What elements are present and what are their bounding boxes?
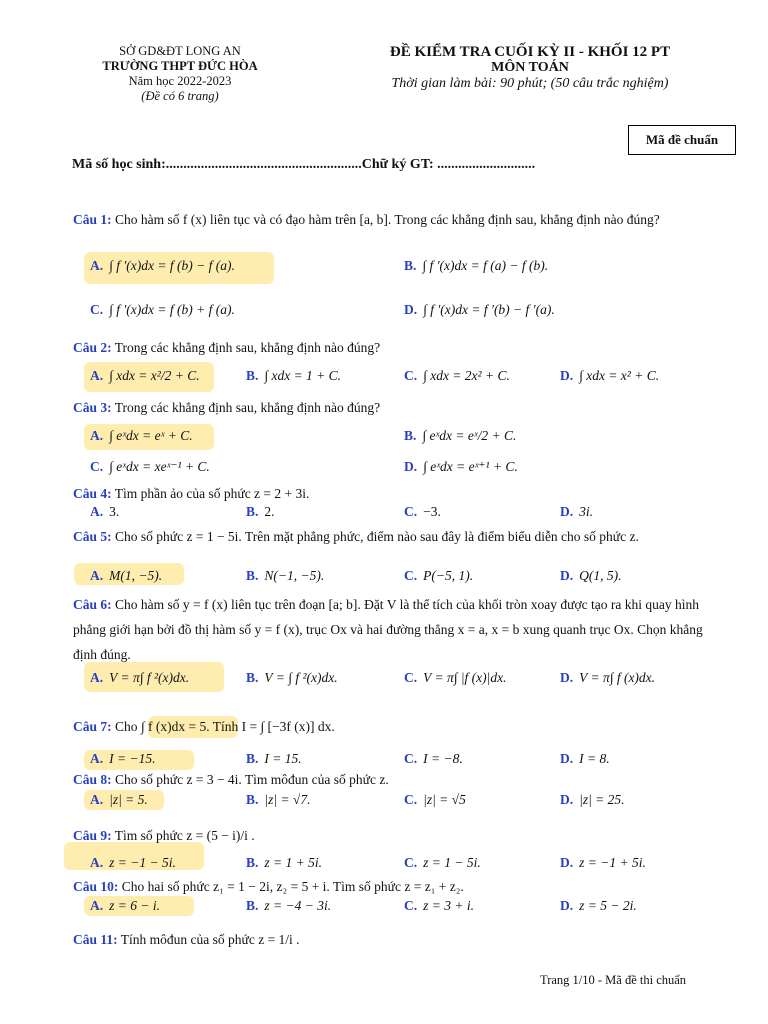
q5-option-c[interactable]: C. P(−5, 1). [404,568,474,583]
dept-name: SỞ GD&ĐT LONG AN [119,44,241,58]
question-2: Câu 2: Trong các khẳng định sau, khẳng định nào đúng? [73,340,381,355]
q1-option-a[interactable]: A. ∫ f ′(x)dx = f (b) − f (a). [90,258,235,273]
q9-option-b[interactable]: B. z = 1 + 5i. [246,855,322,870]
q2-option-c[interactable]: C. ∫ xdx = 2x² + C. [404,368,510,383]
q10-option-d[interactable]: D. z = 5 − 2i. [560,898,637,913]
q10-option-a[interactable]: A. z = 6 − i. [90,898,160,913]
school-year: Năm học 2022-2023 [128,74,232,88]
question-9: Câu 9: Tìm số phức z = (5 − i)/i . [73,828,255,843]
exam-time: Thời gian làm bài: 90 phút; (50 câu trắc nghiệm) [391,76,669,91]
q3-option-d[interactable]: D. ∫ eˣdx = eˣ⁺¹ + C. [404,459,518,474]
exam-title: ĐỀ KIỂM TRA CUỐI KỲ II - KHỐI 12 PT [389,44,671,60]
q5-option-a[interactable]: A. M(1, −5). [90,568,163,583]
q10-option-b[interactable]: B. z = −4 − 3i. [246,898,332,913]
page-count: (Đề có 6 trang) [141,89,219,103]
exam-code-box: Mã đề chuẩn [628,125,736,155]
exam-title-block [340,44,720,92]
q1-option-d[interactable]: D. ∫ f ′(x)dx = f ′(b) − f ′(a). [404,302,555,317]
q7-option-d[interactable]: D. I = 8. [560,751,610,766]
question-7: Câu 7: Cho ∫ f (x)dx = 5. Tính I = ∫ [−3f (x)] dx. [73,719,335,734]
q2-option-a[interactable]: A. ∫ xdx = x²/2 + C. [90,368,200,383]
student-id-line: Mã số học sinh:........................................................Chữ ký GT: ............................ [72,157,536,172]
q8-option-c[interactable]: C. |z| = √5 [404,792,466,807]
question-10: Câu 10: Cho hai số phức z₁ = 1 − 2i, z₂ = 5 + i. Tìm số phức z = z₁ + z₂. [73,879,464,894]
q10-option-c[interactable]: C. z = 3 + i. [404,898,474,913]
q6-option-c[interactable]: C. V = π∫ |f (x)|dx. [404,670,507,685]
q7-option-a[interactable]: A. I = −15. [90,751,156,766]
q3-option-c[interactable]: C. ∫ eˣdx = xeˣ⁻¹ + C. [90,459,210,474]
q8-option-d[interactable]: D. |z| = 25. [560,792,625,807]
q7-option-c[interactable]: C. I = −8. [404,751,463,766]
q7-option-b[interactable]: B. I = 15. [246,751,302,766]
page-footer: Trang 1/10 - Mã đề thi chuẩn [540,973,687,987]
q9-option-d[interactable]: D. z = −1 + 5i. [560,855,646,870]
school-name: TRƯỜNG THPT ĐỨC HÒA [102,59,258,73]
q4-option-d[interactable]: D. 3i. [560,504,594,519]
q3-option-a[interactable]: A. ∫ eˣdx = eˣ + C. [90,428,193,443]
q2-option-d[interactable]: D. ∫ xdx = x² + C. [560,368,660,383]
question-4: Câu 4: Tìm phần ảo của số phức z = 2 + 3i. [73,486,310,501]
q9-option-a[interactable]: A. z = −1 − 5i. [90,855,176,870]
q5-option-b[interactable]: B. N(−1, −5). [246,568,325,583]
q8-option-a[interactable]: A. |z| = 5. [90,792,148,807]
q1-option-b[interactable]: B. ∫ f ′(x)dx = f (a) − f (b). [404,258,549,273]
question-text: Cho hàm số f (x) liên tục và có đạo hàm trên [a, b]. Trong các khẳng định sau, khẳng định nào đúng? [115,212,660,227]
q1-option-c[interactable]: C. ∫ f ′(x)dx = f (b) + f (a). [90,302,235,317]
q9-option-c[interactable]: C. z = 1 − 5i. [404,855,481,870]
question-3: Câu 3: Trong các khẳng định sau, khẳng định nào đúng? [73,400,381,415]
question-1 [73,210,723,230]
question-label: Câu 1: [73,212,112,227]
q6-option-a[interactable]: A. V = π∫ f ²(x)dx. [90,670,190,685]
q4-option-c[interactable]: C. −3. [404,504,441,519]
q3-option-b[interactable]: B. ∫ eˣdx = eˣ/2 + C. [404,428,517,443]
q5-option-d[interactable]: D. Q(1, 5). [560,568,622,583]
q2-option-b[interactable]: B. ∫ xdx = 1 + C. [246,368,342,383]
question-5: Câu 5: Cho số phức z = 1 − 5i. Trên mặt phẳng phức, điểm nào sau đây là điểm biểu diễn cho số phức z. [73,529,639,544]
q6-option-d[interactable]: D. V = π∫ f (x)dx. [560,670,656,685]
q8-option-b[interactable]: B. |z| = √7. [246,792,311,807]
q4-option-a[interactable]: A. 3. [90,504,120,519]
q4-option-b[interactable]: B. 2. [246,504,275,519]
q6-option-b[interactable]: B. V = ∫ f ²(x)dx. [246,670,338,685]
school-header [70,44,290,104]
question-6: Câu 6: Cho hàm số y = f (x) liên tục trên đoạn [a; b]. Đặt V là thể tích của khối tròn xoay được tạo ra khi quay hình phẳng giới hạn bởi đồ thị hàm số y = f (x), trục Ox và hai đường thẳng x = a, x = b xung quanh trục Ox. Chọn khẳng định đúng. [73,597,703,662]
question-8: Câu 8: Cho số phức z = 3 − 4i. Tìm môđun của số phức z. [73,772,389,787]
exam-subject: MÔN TOÁN [491,60,569,75]
question-11: Câu 11: Tính môđun của số phức z = 1/i . [73,932,300,947]
